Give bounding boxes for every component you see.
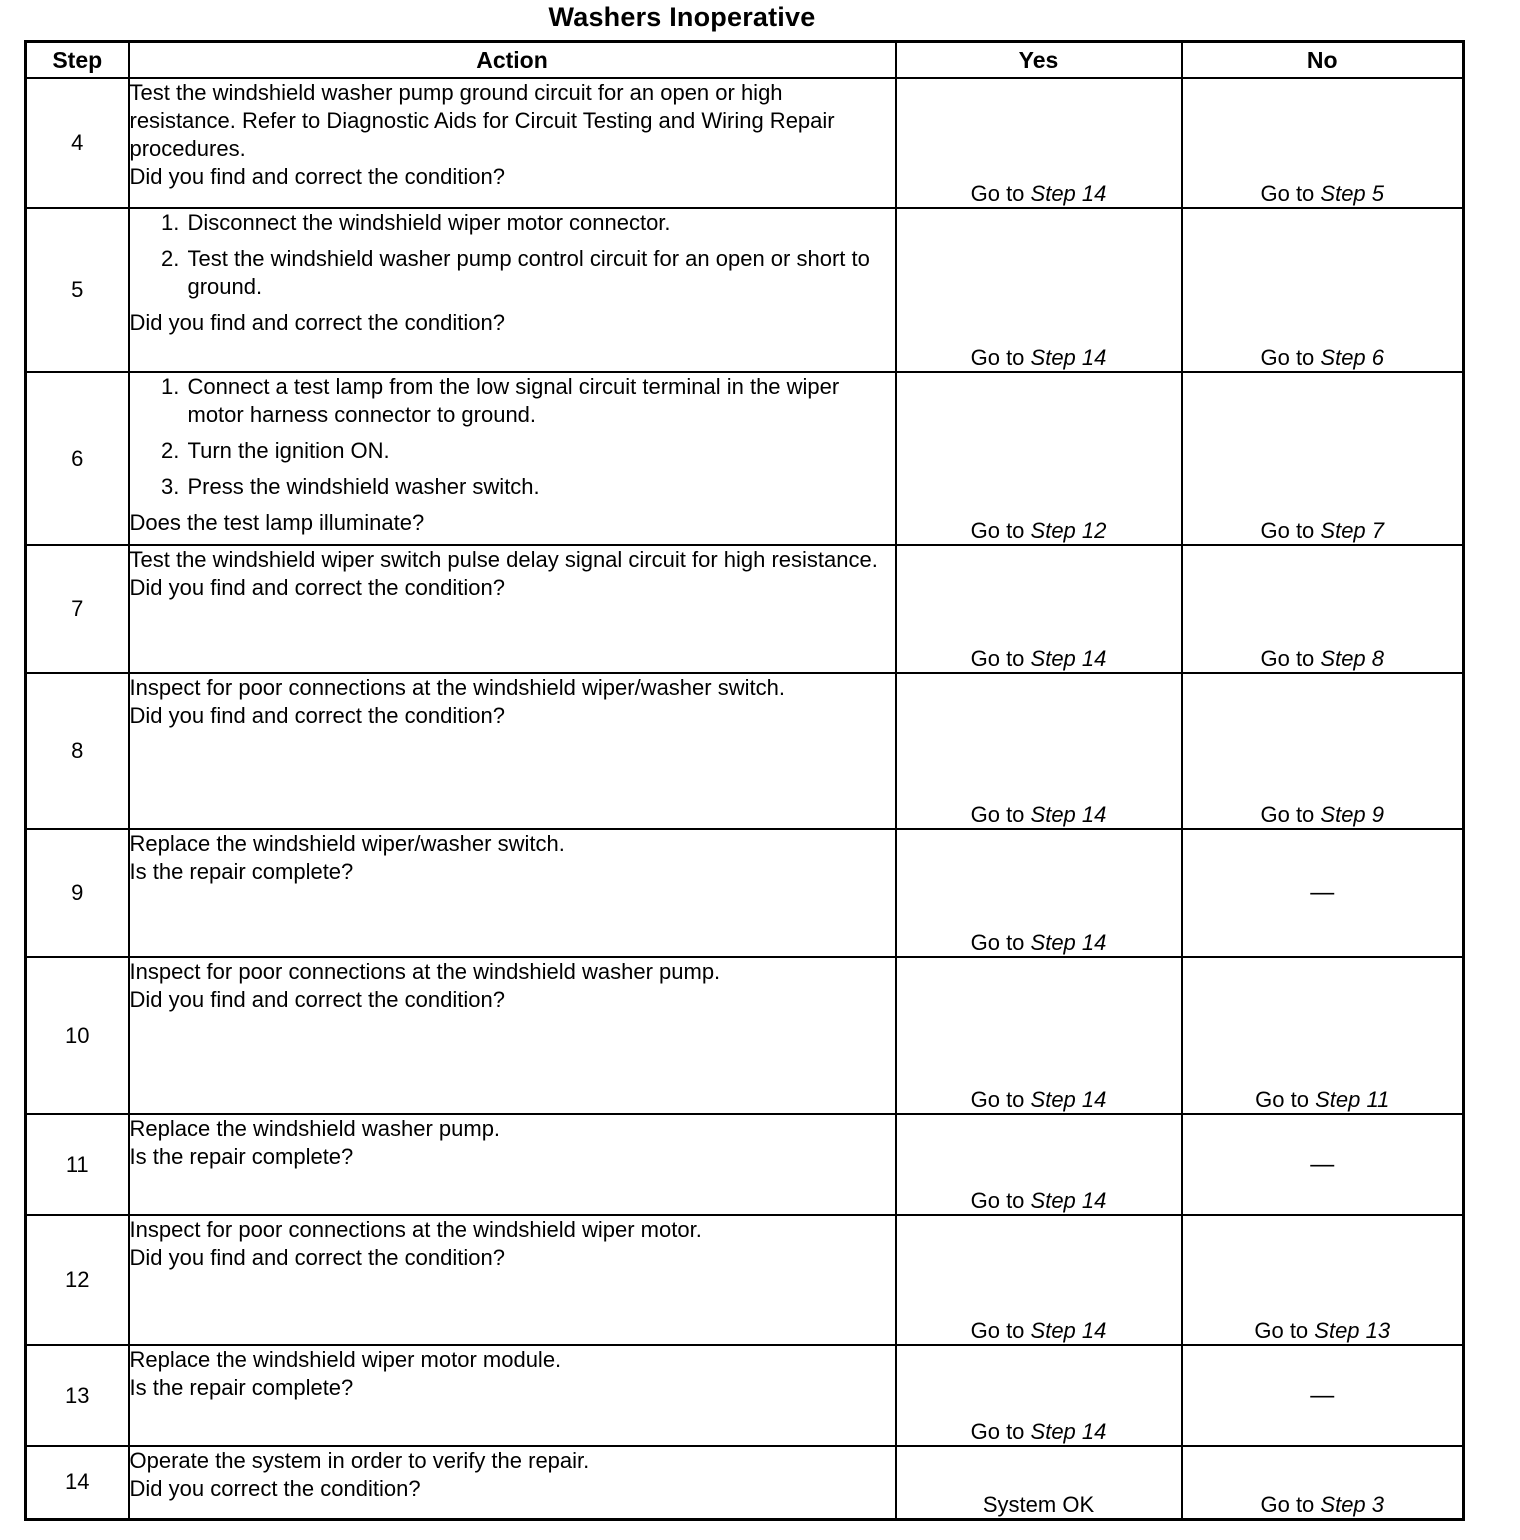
no-prefix: Go to <box>1260 518 1321 543</box>
action-question: Did you find and correct the condition? <box>129 1245 505 1270</box>
header-step: Step <box>26 42 129 79</box>
action-text: Inspect for poor connections at the windshield wiper motor. <box>129 1217 702 1242</box>
header-action: Action <box>129 42 896 79</box>
yes-result: System OK <box>982 1491 1095 1517</box>
no-cell <box>1182 829 1464 957</box>
no-prefix: Go to <box>1255 1087 1316 1112</box>
no-cell <box>1182 1215 1464 1345</box>
yes-cell <box>896 1446 1182 1519</box>
table-row <box>26 1345 1464 1446</box>
action-steps <box>130 373 895 501</box>
yes-step-ref: Step 14 <box>1030 181 1107 206</box>
yes-step-ref: Step 14 <box>1030 1419 1107 1444</box>
action-cell <box>129 673 896 829</box>
yes-step-ref: Step 12 <box>1030 518 1107 543</box>
no-dash: — <box>1310 1381 1335 1409</box>
no-step-ref: Step 9 <box>1320 802 1385 827</box>
no-cell <box>1182 78 1464 208</box>
no-cell <box>1182 1446 1464 1519</box>
action-step-item: 1. Connect a test lamp from the low signal circuit terminal in the wiper motor harness connector to ground. <box>186 373 895 429</box>
table-row <box>26 829 1464 957</box>
action-text: Inspect for poor connections at the windshield wiper/washer switch. <box>129 675 785 700</box>
action-step-item: 1. Disconnect the windshield wiper motor connector. <box>186 209 895 237</box>
diagnostic-table <box>24 40 1465 1521</box>
header-row <box>26 42 1464 79</box>
action-question: Is the repair complete? <box>129 1144 354 1169</box>
table-row <box>26 1215 1464 1345</box>
yes-cell <box>896 1114 1182 1215</box>
action-cell <box>129 1345 896 1446</box>
action-text: Replace the windshield wiper/washer switch. <box>129 831 565 856</box>
yes-step-ref: Step 14 <box>1030 1318 1107 1343</box>
yes-step-ref: Step 14 <box>1030 802 1107 827</box>
action-question: Did you find and correct the condition? <box>129 164 505 189</box>
action-step-item: 2. Test the windshield washer pump control circuit for an open or short to ground. <box>186 245 895 301</box>
no-cell <box>1182 1345 1464 1446</box>
table-row <box>26 78 1464 208</box>
no-prefix: Go to <box>1260 802 1321 827</box>
yes-prefix: Go to <box>970 930 1031 955</box>
no-cell <box>1182 673 1464 829</box>
action-question: Did you correct the condition? <box>129 1476 421 1501</box>
action-cell <box>129 78 896 208</box>
header-yes: Yes <box>896 42 1182 79</box>
step-number: 14 <box>26 1446 129 1519</box>
action-text: Replace the windshield wiper motor module. <box>129 1347 562 1372</box>
action-cell <box>129 545 896 673</box>
step-number: 7 <box>26 545 129 673</box>
yes-prefix: Go to <box>970 518 1031 543</box>
yes-cell <box>896 957 1182 1114</box>
yes-step-ref: Step 14 <box>1030 345 1107 370</box>
no-prefix: Go to <box>1260 345 1321 370</box>
yes-step-ref: Step 14 <box>1030 646 1107 671</box>
no-step-ref: Step 5 <box>1320 181 1385 206</box>
action-cell <box>129 372 896 545</box>
yes-prefix: Go to <box>970 1087 1031 1112</box>
step-number: 6 <box>26 372 129 545</box>
yes-prefix: Go to <box>970 345 1031 370</box>
table-row <box>26 1446 1464 1519</box>
yes-step-ref: Step 14 <box>1030 1188 1107 1213</box>
no-cell <box>1182 957 1464 1114</box>
action-question: Is the repair complete? <box>129 1375 354 1400</box>
action-text: Test the windshield washer pump ground circuit for an open or high resistance. Refer to Diagnostic Aids for Circuit Testing and Wiring Repair procedures. <box>129 80 835 161</box>
table-row <box>26 545 1464 673</box>
yes-prefix: Go to <box>970 181 1031 206</box>
action-text: Test the windshield wiper switch pulse delay signal circuit for high resistance. <box>129 547 878 572</box>
action-question: Does the test lamp illuminate? <box>129 510 425 535</box>
action-text: Inspect for poor connections at the windshield washer pump. <box>129 959 721 984</box>
step-number: 12 <box>26 1215 129 1345</box>
no-step-ref: Step 11 <box>1315 1087 1390 1112</box>
step-number: 10 <box>26 957 129 1114</box>
yes-prefix: Go to <box>970 1318 1031 1343</box>
no-cell <box>1182 372 1464 545</box>
no-cell <box>1182 545 1464 673</box>
yes-step-ref: Step 14 <box>1030 1087 1107 1112</box>
yes-cell <box>896 545 1182 673</box>
yes-cell <box>896 1345 1182 1446</box>
yes-cell <box>896 1215 1182 1345</box>
action-question: Did you find and correct the condition? <box>129 575 505 600</box>
no-step-ref: Step 3 <box>1320 1491 1385 1517</box>
action-cell <box>129 1114 896 1215</box>
table-row <box>26 673 1464 829</box>
action-text: Operate the system in order to verify the repair. <box>129 1448 590 1473</box>
action-cell <box>129 957 896 1114</box>
yes-prefix: Go to <box>970 1419 1031 1444</box>
action-question: Did you find and correct the condition? <box>129 310 505 335</box>
action-cell <box>129 1446 896 1519</box>
no-step-ref: Step 7 <box>1320 518 1385 543</box>
yes-prefix: Go to <box>970 802 1031 827</box>
yes-cell <box>896 208 1182 372</box>
table-row <box>26 957 1464 1114</box>
yes-prefix: Go to <box>970 646 1031 671</box>
no-dash: — <box>1310 879 1335 906</box>
action-text: Replace the windshield washer pump. <box>129 1116 501 1141</box>
step-number: 13 <box>26 1345 129 1446</box>
action-question: Did you find and correct the condition? <box>129 703 505 728</box>
header-no: No <box>1182 42 1464 79</box>
no-step-ref: Step 13 <box>1314 1318 1391 1343</box>
page-title: Washers Inoperative <box>548 2 816 32</box>
no-step-ref: Step 8 <box>1320 646 1385 671</box>
yes-cell <box>896 673 1182 829</box>
yes-step-ref: Step 14 <box>1030 930 1107 955</box>
action-cell <box>129 208 896 372</box>
action-question: Is the repair complete? <box>129 859 354 884</box>
no-prefix: Go to <box>1254 1318 1315 1343</box>
table-row <box>26 372 1464 545</box>
step-number: 5 <box>26 208 129 372</box>
yes-cell <box>896 829 1182 957</box>
no-prefix: Go to <box>1260 181 1321 206</box>
table-row <box>26 208 1464 372</box>
action-step-item: 3. Press the windshield washer switch. <box>186 473 895 501</box>
no-prefix: Go to <box>1260 646 1321 671</box>
no-dash: — <box>1310 1150 1335 1178</box>
yes-cell <box>896 78 1182 208</box>
action-steps <box>130 209 895 301</box>
yes-prefix: Go to <box>970 1188 1031 1213</box>
step-number: 8 <box>26 673 129 829</box>
no-prefix: Go to <box>1260 1491 1321 1517</box>
step-number: 4 <box>26 78 129 208</box>
table-row <box>26 1114 1464 1215</box>
step-number: 11 <box>26 1114 129 1215</box>
action-cell <box>129 1215 896 1345</box>
no-cell <box>1182 1114 1464 1215</box>
action-step-item: 2. Turn the ignition ON. <box>186 437 895 465</box>
yes-cell <box>896 372 1182 545</box>
step-number: 9 <box>26 829 129 957</box>
action-question: Did you find and correct the condition? <box>129 987 505 1012</box>
action-cell <box>129 829 896 957</box>
no-step-ref: Step 6 <box>1320 345 1385 370</box>
no-cell <box>1182 208 1464 372</box>
